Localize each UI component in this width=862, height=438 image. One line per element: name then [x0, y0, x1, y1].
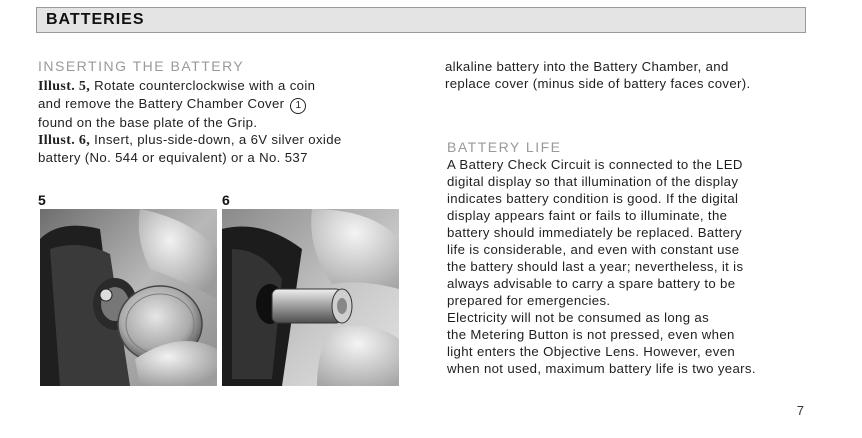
line-text: Insert, plus-side-down, a 6V silver oxide [90, 132, 342, 147]
circled-number-1-icon: 1 [290, 98, 306, 114]
text-line: replace cover (minus side of battery faces cover). [445, 76, 751, 91]
battery-insertion-illustration [222, 209, 399, 386]
text-line [38, 149, 342, 166]
text-line: the battery should last a year; nevertheless, it is [447, 259, 744, 274]
battery-life-heading: BATTERY LIFE [447, 139, 562, 155]
inserting-battery-continuation [445, 58, 751, 92]
text-line [38, 114, 342, 131]
section-header-bar [36, 7, 806, 33]
line-text: Rotate counterclockwise with a coin [90, 78, 316, 93]
text-line: the Metering Button is not pressed, even when [447, 327, 735, 342]
text-line: life is considerable, and even with constant use [447, 242, 740, 257]
battery-life-text [447, 156, 756, 377]
illustration-6-photo [222, 209, 399, 386]
coin-removing-cover-illustration [40, 209, 217, 386]
text-line: prepared for emergencies. [447, 293, 611, 308]
page-number: 7 [796, 403, 804, 418]
illust-ref: Illust. 6, [38, 133, 91, 148]
text-line: battery should immediately be replaced. Battery [447, 225, 742, 240]
inserting-battery-text [38, 77, 342, 166]
text-line: always advisable to carry a spare battery to be [447, 276, 736, 291]
line-text: battery (No. 544 or equivalent) or a No. 537 [38, 150, 308, 165]
text-line: display appears faint or fails to illuminate, the [447, 208, 728, 223]
line-text: found on the base plate of the Grip. [38, 115, 258, 130]
line-text: and remove the Battery Chamber Cover [38, 96, 285, 111]
text-line: when not used, maximum battery life is two years. [447, 361, 756, 376]
figure-5-number: 5 [38, 192, 46, 208]
text-line [38, 77, 342, 95]
illustration-5-photo [40, 209, 217, 386]
text-line: Electricity will not be consumed as long as [447, 310, 710, 325]
text-line: alkaline battery into the Battery Chamber, and [445, 59, 729, 74]
text-line [38, 131, 342, 149]
text-line: indicates battery condition is good. If the digital [447, 191, 739, 206]
inserting-battery-heading: INSERTING THE BATTERY [38, 58, 245, 74]
text-line [38, 95, 342, 114]
illust-ref: Illust. 5, [38, 79, 91, 94]
text-line: light enters the Objective Lens. However, even [447, 344, 736, 359]
section-title: BATTERIES [46, 11, 145, 28]
text-line: digital display so that illumination of the display [447, 174, 739, 189]
text-line: A Battery Check Circuit is connected to the LED [447, 157, 743, 172]
figure-6-number: 6 [222, 192, 230, 208]
